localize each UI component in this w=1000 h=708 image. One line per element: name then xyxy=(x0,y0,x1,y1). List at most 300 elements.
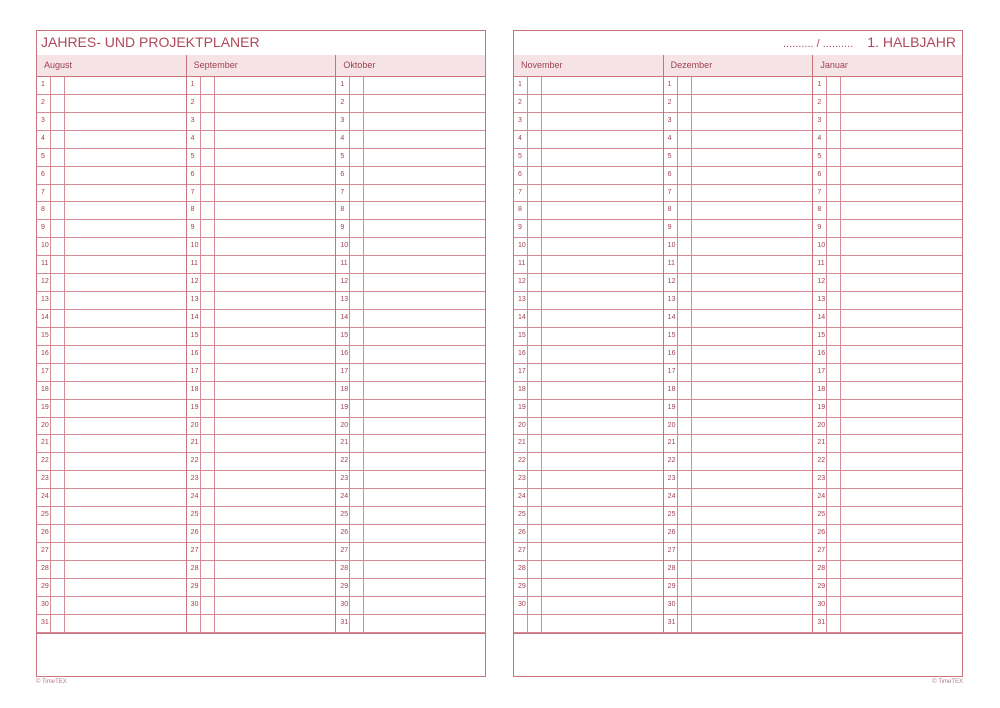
day-row[interactable] xyxy=(187,256,336,274)
day-row[interactable] xyxy=(336,543,485,561)
school-year-field[interactable]: .......... / .......... xyxy=(783,38,854,50)
day-row[interactable] xyxy=(514,525,663,543)
day-number: 9 xyxy=(41,224,45,232)
day-row[interactable] xyxy=(664,507,813,525)
day-row[interactable] xyxy=(813,364,962,382)
day-row[interactable] xyxy=(336,256,485,274)
day-number: 22 xyxy=(817,457,826,465)
month-header-november: November xyxy=(514,55,664,76)
day-row[interactable] xyxy=(336,167,485,185)
planner-page-left xyxy=(36,30,486,677)
day-number: 17 xyxy=(340,367,349,375)
day-number: 29 xyxy=(340,582,349,590)
day-row[interactable] xyxy=(514,471,663,489)
day-row[interactable] xyxy=(37,418,186,436)
day-row[interactable] xyxy=(514,292,663,310)
day-row[interactable] xyxy=(664,400,813,418)
day-row[interactable] xyxy=(336,220,485,238)
month-header-row xyxy=(514,55,962,77)
day-row[interactable] xyxy=(336,238,485,256)
day-row[interactable] xyxy=(336,274,485,292)
day-row[interactable] xyxy=(187,292,336,310)
day-row[interactable] xyxy=(664,418,813,436)
day-number: 9 xyxy=(518,224,522,232)
day-number: 16 xyxy=(340,349,349,357)
day-row[interactable] xyxy=(813,328,962,346)
day-row[interactable] xyxy=(813,418,962,436)
day-row[interactable] xyxy=(37,525,186,543)
day-row[interactable] xyxy=(336,382,485,400)
day-number: 26 xyxy=(518,529,526,537)
day-row[interactable] xyxy=(336,525,485,543)
day-row[interactable] xyxy=(37,274,186,292)
day-row[interactable] xyxy=(664,274,813,292)
day-number: 25 xyxy=(817,511,826,519)
day-row[interactable] xyxy=(37,310,186,328)
day-number: 14 xyxy=(518,313,526,321)
day-number: 11 xyxy=(41,260,49,268)
day-number: 30 xyxy=(667,600,676,608)
day-number: 19 xyxy=(817,403,826,411)
day-row[interactable] xyxy=(336,507,485,525)
day-row[interactable] xyxy=(664,615,813,633)
day-row[interactable] xyxy=(37,453,186,471)
day-row[interactable] xyxy=(514,435,663,453)
month-column xyxy=(813,77,962,633)
day-row[interactable] xyxy=(664,185,813,203)
day-row[interactable] xyxy=(664,220,813,238)
day-number: 22 xyxy=(190,457,199,465)
day-number: 25 xyxy=(340,511,349,519)
day-number: 4 xyxy=(41,134,45,142)
day-number: 24 xyxy=(190,493,199,501)
day-row[interactable] xyxy=(664,310,813,328)
day-row[interactable] xyxy=(37,507,186,525)
day-number: 11 xyxy=(667,260,675,268)
day-number: 8 xyxy=(41,206,45,214)
day-row[interactable] xyxy=(37,167,186,185)
month-column xyxy=(664,77,814,633)
day-number: 5 xyxy=(817,152,822,160)
day-row[interactable] xyxy=(37,346,186,364)
day-row[interactable] xyxy=(664,453,813,471)
day-number: 19 xyxy=(667,403,676,411)
day-number: 15 xyxy=(41,331,49,339)
day-number: 21 xyxy=(190,439,199,447)
day-number: 18 xyxy=(667,385,676,393)
day-number: 15 xyxy=(817,331,826,339)
day-row[interactable] xyxy=(187,328,336,346)
day-number: 20 xyxy=(518,421,526,429)
day-row[interactable] xyxy=(664,292,813,310)
day-row[interactable] xyxy=(187,418,336,436)
day-number: 16 xyxy=(667,349,676,357)
day-row[interactable] xyxy=(336,561,485,579)
day-row[interactable] xyxy=(37,328,186,346)
day-row[interactable] xyxy=(514,489,663,507)
day-row[interactable] xyxy=(514,597,663,615)
day-number: 29 xyxy=(667,582,676,590)
day-row[interactable] xyxy=(336,149,485,167)
day-row[interactable] xyxy=(514,561,663,579)
day-number: 4 xyxy=(667,134,672,142)
day-row[interactable] xyxy=(664,167,813,185)
day-row[interactable] xyxy=(664,149,813,167)
day-row[interactable] xyxy=(336,364,485,382)
day-number: 21 xyxy=(340,439,349,447)
day-row[interactable] xyxy=(813,507,962,525)
day-row[interactable] xyxy=(187,615,336,633)
day-row[interactable] xyxy=(813,274,962,292)
day-row[interactable] xyxy=(37,579,186,597)
day-row[interactable] xyxy=(813,346,962,364)
day-row[interactable] xyxy=(336,400,485,418)
day-number: 24 xyxy=(817,493,826,501)
day-row[interactable] xyxy=(514,346,663,364)
day-number: 29 xyxy=(190,582,199,590)
day-row[interactable] xyxy=(514,382,663,400)
day-row[interactable] xyxy=(664,471,813,489)
day-row[interactable] xyxy=(336,435,485,453)
day-row[interactable] xyxy=(336,471,485,489)
day-number: 30 xyxy=(518,600,526,608)
day-row[interactable] xyxy=(336,292,485,310)
day-row[interactable] xyxy=(37,256,186,274)
day-row[interactable] xyxy=(813,238,962,256)
day-row[interactable] xyxy=(813,400,962,418)
day-row[interactable] xyxy=(514,256,663,274)
day-row[interactable] xyxy=(813,615,962,633)
day-row[interactable] xyxy=(336,95,485,113)
day-row[interactable] xyxy=(514,400,663,418)
day-number: 31 xyxy=(667,618,676,626)
day-number: 9 xyxy=(190,224,195,232)
day-row[interactable] xyxy=(187,149,336,167)
day-row[interactable] xyxy=(514,328,663,346)
day-number: 5 xyxy=(518,152,522,160)
day-row[interactable] xyxy=(514,185,663,203)
day-row[interactable] xyxy=(187,131,336,149)
day-row[interactable] xyxy=(187,238,336,256)
day-number: 17 xyxy=(667,367,676,375)
day-row[interactable] xyxy=(813,435,962,453)
day-number: 2 xyxy=(667,98,672,106)
day-number: 29 xyxy=(518,582,526,590)
day-row[interactable] xyxy=(37,471,186,489)
month-column xyxy=(187,77,337,633)
day-row[interactable] xyxy=(37,435,186,453)
day-number: 6 xyxy=(190,170,195,178)
day-row[interactable] xyxy=(813,292,962,310)
day-number: 6 xyxy=(817,170,822,178)
day-row[interactable] xyxy=(187,453,336,471)
day-row[interactable] xyxy=(37,597,186,615)
day-number: 31 xyxy=(817,618,826,626)
day-row[interactable] xyxy=(813,310,962,328)
day-number: 19 xyxy=(41,403,49,411)
day-number: 20 xyxy=(667,421,676,429)
day-number: 4 xyxy=(340,134,345,142)
day-row[interactable] xyxy=(37,543,186,561)
day-row[interactable] xyxy=(187,95,336,113)
day-row[interactable] xyxy=(187,471,336,489)
day-row[interactable] xyxy=(336,418,485,436)
day-number: 28 xyxy=(340,564,349,572)
day-row[interactable] xyxy=(813,95,962,113)
day-row[interactable] xyxy=(37,382,186,400)
day-number: 9 xyxy=(817,224,822,232)
day-row[interactable] xyxy=(514,615,663,633)
day-row[interactable] xyxy=(187,435,336,453)
day-row[interactable] xyxy=(813,525,962,543)
day-row[interactable] xyxy=(813,185,962,203)
day-number: 25 xyxy=(190,511,199,519)
day-row[interactable] xyxy=(813,597,962,615)
day-number: 23 xyxy=(518,475,526,483)
day-number: 23 xyxy=(340,475,349,483)
day-row[interactable] xyxy=(37,292,186,310)
day-row[interactable] xyxy=(664,113,813,131)
day-number: 28 xyxy=(667,564,676,572)
day-number: 13 xyxy=(667,296,676,304)
day-row[interactable] xyxy=(514,364,663,382)
day-number: 21 xyxy=(518,439,526,447)
day-number: 15 xyxy=(190,331,199,339)
day-row[interactable] xyxy=(514,238,663,256)
day-row[interactable] xyxy=(514,418,663,436)
day-number: 21 xyxy=(41,439,49,447)
day-row[interactable] xyxy=(336,489,485,507)
day-row[interactable] xyxy=(813,471,962,489)
day-number: 2 xyxy=(340,98,345,106)
day-row[interactable] xyxy=(664,597,813,615)
day-row[interactable] xyxy=(664,95,813,113)
day-row[interactable] xyxy=(514,543,663,561)
day-row[interactable] xyxy=(37,220,186,238)
day-row[interactable] xyxy=(336,615,485,633)
day-number: 19 xyxy=(518,403,526,411)
day-row[interactable] xyxy=(813,489,962,507)
day-row[interactable] xyxy=(37,400,186,418)
month-header-januar: Januar xyxy=(820,60,848,70)
day-number: 14 xyxy=(817,313,826,321)
day-row[interactable] xyxy=(813,167,962,185)
day-number: 12 xyxy=(667,278,676,286)
day-row[interactable] xyxy=(187,382,336,400)
day-grid xyxy=(514,77,962,633)
day-row[interactable] xyxy=(664,77,813,95)
day-number: 23 xyxy=(817,475,826,483)
day-row[interactable] xyxy=(336,131,485,149)
day-number: 18 xyxy=(817,385,826,393)
day-row[interactable] xyxy=(187,77,336,95)
day-number: 2 xyxy=(518,98,522,106)
day-number: 11 xyxy=(190,260,198,268)
notes-area[interactable] xyxy=(37,633,485,676)
day-row[interactable] xyxy=(37,489,186,507)
day-row[interactable] xyxy=(813,256,962,274)
day-row[interactable] xyxy=(187,597,336,615)
day-number: 19 xyxy=(190,403,199,411)
day-row[interactable] xyxy=(813,113,962,131)
day-row[interactable] xyxy=(187,346,336,364)
day-row[interactable] xyxy=(514,202,663,220)
day-row[interactable] xyxy=(37,113,186,131)
day-row[interactable] xyxy=(813,453,962,471)
day-row[interactable] xyxy=(664,382,813,400)
day-number: 15 xyxy=(518,331,526,339)
day-row[interactable] xyxy=(514,77,663,95)
day-number: 10 xyxy=(41,242,49,250)
day-row[interactable] xyxy=(187,525,336,543)
day-number: 7 xyxy=(518,188,522,196)
day-row[interactable] xyxy=(514,220,663,238)
day-row[interactable] xyxy=(813,543,962,561)
day-row[interactable] xyxy=(336,113,485,131)
day-row[interactable] xyxy=(813,561,962,579)
day-row[interactable] xyxy=(187,310,336,328)
day-number: 27 xyxy=(667,546,676,554)
day-row[interactable] xyxy=(514,453,663,471)
day-number: 28 xyxy=(190,564,199,572)
day-number: 28 xyxy=(817,564,826,572)
day-number: 4 xyxy=(518,134,522,142)
day-row[interactable] xyxy=(37,185,186,203)
day-number: 10 xyxy=(340,242,349,250)
day-row[interactable] xyxy=(813,149,962,167)
day-row[interactable] xyxy=(664,238,813,256)
day-number: 6 xyxy=(667,170,672,178)
day-row[interactable] xyxy=(664,346,813,364)
day-number: 14 xyxy=(190,313,199,321)
day-row[interactable] xyxy=(336,202,485,220)
day-row[interactable] xyxy=(187,561,336,579)
day-row[interactable] xyxy=(514,507,663,525)
day-number: 1 xyxy=(667,81,672,88)
day-row[interactable] xyxy=(187,167,336,185)
day-row[interactable] xyxy=(187,400,336,418)
day-row[interactable] xyxy=(813,131,962,149)
day-row[interactable] xyxy=(187,274,336,292)
day-row[interactable] xyxy=(664,364,813,382)
day-number: 12 xyxy=(190,278,199,286)
day-number: 13 xyxy=(190,296,199,304)
day-number: 14 xyxy=(667,313,676,321)
day-row[interactable] xyxy=(664,256,813,274)
day-row[interactable] xyxy=(336,453,485,471)
day-row[interactable] xyxy=(336,310,485,328)
day-row[interactable] xyxy=(37,131,186,149)
day-row[interactable] xyxy=(514,95,663,113)
day-row[interactable] xyxy=(514,579,663,597)
day-row[interactable] xyxy=(664,435,813,453)
day-number: 27 xyxy=(41,546,49,554)
day-row[interactable] xyxy=(664,328,813,346)
day-row[interactable] xyxy=(813,382,962,400)
day-row[interactable] xyxy=(37,149,186,167)
day-row[interactable] xyxy=(336,346,485,364)
day-number: 12 xyxy=(41,278,49,286)
day-number: 5 xyxy=(41,152,45,160)
day-row[interactable] xyxy=(187,220,336,238)
day-number: 4 xyxy=(817,134,822,142)
day-row[interactable] xyxy=(336,77,485,95)
day-row[interactable] xyxy=(664,525,813,543)
day-row[interactable] xyxy=(37,561,186,579)
day-row[interactable] xyxy=(187,489,336,507)
day-number: 24 xyxy=(340,493,349,501)
day-row[interactable] xyxy=(514,131,663,149)
day-row[interactable] xyxy=(187,507,336,525)
day-row[interactable] xyxy=(187,113,336,131)
day-row[interactable] xyxy=(514,310,663,328)
day-row[interactable] xyxy=(187,185,336,203)
day-number: 10 xyxy=(518,242,526,250)
day-row[interactable] xyxy=(37,95,186,113)
day-number: 11 xyxy=(518,260,526,268)
day-number: 28 xyxy=(41,564,49,572)
day-row[interactable] xyxy=(187,579,336,597)
day-row[interactable] xyxy=(37,77,186,95)
day-row[interactable] xyxy=(664,202,813,220)
day-row[interactable] xyxy=(336,328,485,346)
day-number: 1 xyxy=(817,81,822,88)
day-row[interactable] xyxy=(664,489,813,507)
day-number: 5 xyxy=(340,152,345,160)
day-row[interactable] xyxy=(187,202,336,220)
day-number: 23 xyxy=(667,475,676,483)
day-row[interactable] xyxy=(514,113,663,131)
half-year-title: 1. HALBJAHR xyxy=(867,34,956,50)
day-row[interactable] xyxy=(336,597,485,615)
day-number: 20 xyxy=(340,421,349,429)
day-row[interactable] xyxy=(813,202,962,220)
day-number: 25 xyxy=(41,511,49,519)
day-row[interactable] xyxy=(37,202,186,220)
day-row[interactable] xyxy=(664,131,813,149)
day-number: 8 xyxy=(190,206,195,214)
day-number: 3 xyxy=(518,116,522,124)
day-row[interactable] xyxy=(664,561,813,579)
day-number: 21 xyxy=(817,439,826,447)
day-number: 25 xyxy=(518,511,526,519)
day-row[interactable] xyxy=(514,167,663,185)
day-row[interactable] xyxy=(187,543,336,561)
day-number: 27 xyxy=(518,546,526,554)
day-number: 15 xyxy=(667,331,676,339)
day-row[interactable] xyxy=(664,543,813,561)
day-number: 31 xyxy=(340,618,349,626)
day-row[interactable] xyxy=(37,615,186,633)
day-row[interactable] xyxy=(813,77,962,95)
day-row[interactable] xyxy=(187,364,336,382)
day-row[interactable] xyxy=(336,579,485,597)
day-number: 16 xyxy=(817,349,826,357)
day-row[interactable] xyxy=(813,220,962,238)
month-column xyxy=(514,77,664,633)
day-row[interactable] xyxy=(37,238,186,256)
day-number: 1 xyxy=(190,81,195,88)
day-row[interactable] xyxy=(336,185,485,203)
day-row[interactable] xyxy=(664,579,813,597)
day-row[interactable] xyxy=(37,364,186,382)
day-row[interactable] xyxy=(514,274,663,292)
day-row[interactable] xyxy=(514,149,663,167)
day-row[interactable] xyxy=(813,579,962,597)
notes-area[interactable] xyxy=(514,633,962,676)
day-number: 30 xyxy=(190,600,199,608)
day-number: 10 xyxy=(190,242,199,250)
